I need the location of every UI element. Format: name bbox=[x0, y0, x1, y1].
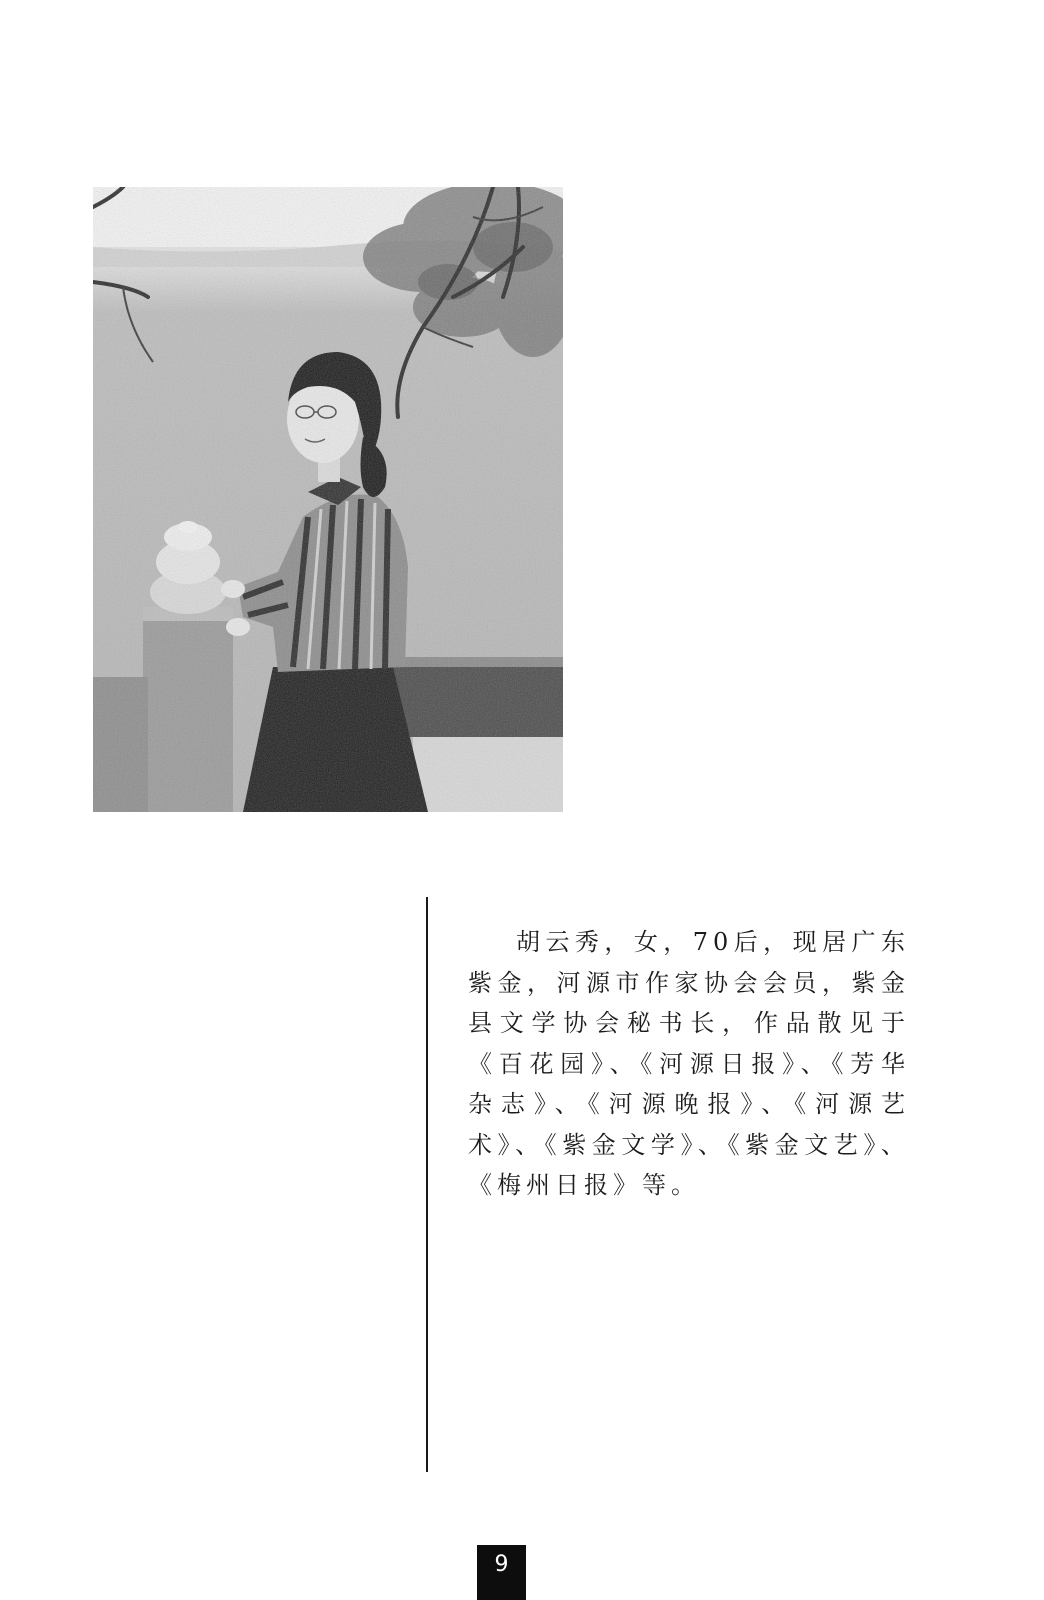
author-bio: 胡云秀，女，70后，现居广东紫金，河源市作家协会会员，紫金县文学协会秘书长，作品散见于《百花园》、《河源日报》、《芳华杂志》、《河源晚报》、《河源艺术》、《紫金文学》、《紫金文艺》、《梅州日报》等。 bbox=[468, 928, 910, 1199]
vertical-divider bbox=[426, 897, 428, 1472]
author-photo-illustration bbox=[93, 187, 563, 812]
page-number: 9 bbox=[477, 1545, 526, 1600]
author-photo bbox=[93, 187, 563, 812]
